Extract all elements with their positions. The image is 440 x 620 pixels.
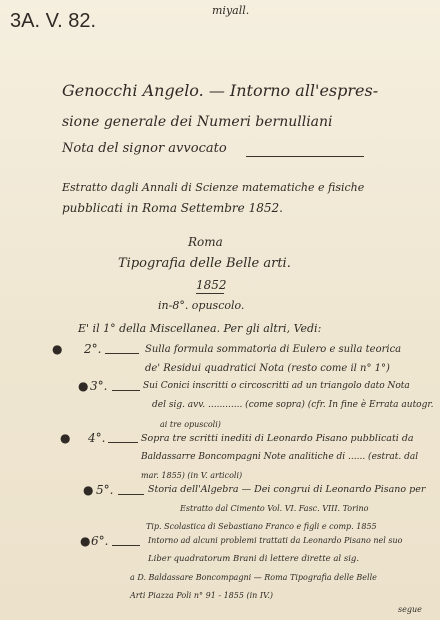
entry-number: 2°. [84, 342, 102, 356]
imprint-year: 1852 [196, 278, 227, 292]
title-line-2: sione generale dei Numeri bernulliani [62, 114, 333, 130]
title-dash [246, 156, 364, 157]
title-line-3: Nota del signor avvocato [62, 141, 227, 156]
imprint-dash [196, 293, 224, 294]
entry-text: a D. Baldassare Boncompagni — Roma Tipografia delle Belle [130, 573, 377, 582]
extract-line-1: Estratto dagli Annali di Scienze matematiche e fisiche [62, 181, 365, 194]
entry-dash [112, 545, 140, 546]
entry-text: mar. 1855) (in V. articoli) [141, 471, 243, 480]
entry-number: 5°. [96, 483, 114, 497]
entry-text: ai tre opuscoli) [160, 420, 221, 429]
entry-text: Arti Piazza Poli n° 91 - 1855 (in IV.) [130, 591, 274, 600]
imprint-printer: Tipografia delle Belle arti. [118, 256, 291, 271]
extract-line-2: pubblicati in Roma Settembre 1852. [62, 201, 283, 215]
entry-number: 6°. [91, 534, 109, 548]
entry-number: 3°. [90, 379, 108, 393]
title-line-1: Genocchi Angelo. — Intorno all'espres- [62, 81, 379, 100]
entry-text: Storia dell'Algebra — Dei congrui di Leonardo Pisano per [148, 484, 426, 495]
entry-text: Sopra tre scritti inediti di Leonardo Pisano pubblicati da [141, 433, 414, 444]
intro-line: E' il 1° della Miscellanea. Per gli altri, Vedi: [78, 322, 322, 335]
entry-text: Estratto dal Cimento Vol. VI. Fasc. VIII. Torino [180, 504, 369, 513]
footer-note: segue [398, 605, 422, 614]
entry-dash [108, 442, 138, 443]
entry-text: Baldassarre Boncompagni Note analitiche di ...... (estrat. dal [141, 452, 419, 462]
entry-dash [118, 494, 144, 495]
entry-bullet: ● [52, 342, 63, 356]
shelfmark: 3A. V. 82. [10, 10, 96, 32]
corner-note: miyall. [212, 4, 250, 17]
entry-dash [112, 390, 140, 391]
entry-text: Sui Conici inscritti o circoscritti ad un triangolo dato Nota [143, 381, 410, 391]
entry-text: Sulla formula sommatoria di Eulero e sulla teorica [145, 344, 402, 355]
imprint-city: Roma [188, 235, 223, 249]
entry-text: Liber quadratorum Brani di lettere dirette al sig. [148, 554, 360, 564]
entry-number: 4°. [88, 431, 106, 445]
entry-bullet: ● [78, 379, 89, 393]
entry-text: de' Residui quadratici Nota (resto come il n° 1°) [145, 363, 390, 374]
entry-bullet: ● [60, 431, 71, 445]
entry-bullet: ● [80, 534, 91, 548]
entry-dash [105, 353, 139, 354]
entry-bullet: ● [83, 483, 94, 497]
format-note: in-8°. opuscolo. [158, 299, 245, 312]
entry-text: Tip. Scolastica di Sebastiano Franco e figli e comp. 1855 [146, 522, 377, 531]
entry-text: del sig. avv. ............ (come sopra) (cfr. In fine è Errata autogr. [152, 400, 434, 410]
entry-text: Intorno ad alcuni problemi trattati da Leonardo Pisano nel suo [148, 536, 403, 545]
